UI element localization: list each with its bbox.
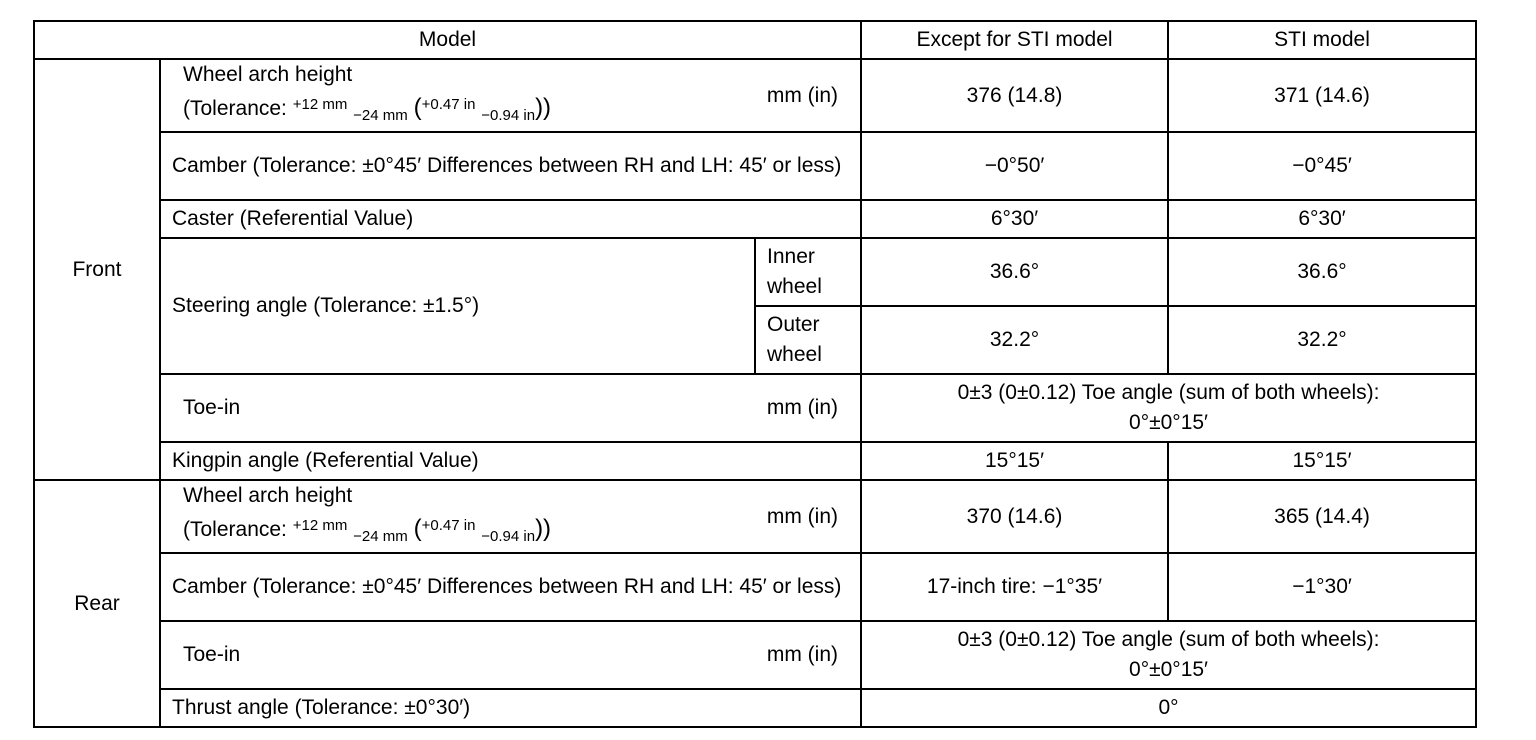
front-toe-in-value-line1: 0±3 (0±0.12) Toe angle (sum of both wheels): <box>957 381 1380 404</box>
front-toe-in-label <box>160 374 861 442</box>
front-kingpin-label: Kingpin angle (Referential Value) <box>160 442 861 480</box>
rear-thrust-row <box>34 689 1476 727</box>
front-steering-outer-sti: 32.2° <box>1168 306 1476 374</box>
front-caster-sti: 6°30′ <box>1168 200 1476 238</box>
rear-toe-in-value-line1: 0±3 (0±0.12) Toe angle (sum of both wheels): <box>957 628 1380 651</box>
rear-toe-in-title: Toe-in <box>183 643 241 666</box>
front-toe-in-title: Toe-in <box>183 396 241 419</box>
front-camber-row <box>34 132 1476 200</box>
rear-camber-row <box>34 553 1476 621</box>
rear-thrust-value: 0° <box>861 689 1476 727</box>
rear-wheel-arch-tolerance: (Tolerance: $^{+12 mm}$ $_{-24 mm}$ ($^{+0.47 in}$ $_{-0.94 in}$)) <box>183 515 552 545</box>
front-steering-inner-row <box>34 238 1476 306</box>
rear-toe-in-label <box>160 621 861 689</box>
rear-wheel-arch-label <box>160 480 861 553</box>
front-steering-label: Steering angle (Tolerance: ±1.5°) <box>160 238 755 374</box>
front-wheel-arch-label <box>160 59 861 132</box>
rear-wheel-arch-row <box>34 480 1476 553</box>
rear-camber-except: 17-inch tire: −1°35′ <box>861 553 1168 621</box>
front-steering-outer-label: Outer wheel <box>755 306 861 374</box>
front-toe-in-row <box>34 374 1476 442</box>
header-sti: STI model <box>1168 21 1476 59</box>
rear-thrust-label: Thrust angle (Tolerance: ±0°30′) <box>160 689 861 727</box>
front-kingpin-sti: 15°15′ <box>1168 442 1476 480</box>
front-steering-outer-except: 32.2° <box>861 306 1168 374</box>
front-wheel-arch-row <box>34 59 1476 132</box>
front-steering-inner-label: Inner wheel <box>755 238 861 306</box>
rear-camber-label: Camber (Tolerance: ±0°45′ Differences between RH and LH: 45′ or less) <box>160 553 861 621</box>
section-rear: Rear <box>34 480 160 727</box>
rear-toe-in-value-line2: 0°±0°15′ <box>1129 658 1208 681</box>
front-toe-in-value <box>861 374 1476 442</box>
rear-wheel-arch-title: Wheel arch height <box>183 484 353 507</box>
section-front: Front <box>34 59 160 480</box>
header-except-sti: Except for STI model <box>861 21 1168 59</box>
header-row <box>34 21 1476 59</box>
front-caster-row <box>34 200 1476 238</box>
header-model: Model <box>34 21 861 59</box>
rear-camber-sti: −1°30′ <box>1168 553 1476 621</box>
rear-toe-in-value <box>861 621 1476 689</box>
front-wheel-arch-title: Wheel arch height <box>183 63 353 86</box>
front-camber-except: −0°50′ <box>861 132 1168 200</box>
front-camber-label: Camber (Tolerance: ±0°45′ Differences between RH and LH: 45′ or less) <box>160 132 861 200</box>
rear-wheel-arch-sti: 365 (14.4) <box>1168 480 1476 553</box>
rear-toe-in-unit: mm (in) <box>766 643 839 666</box>
front-toe-in-value-line2: 0°±0°15′ <box>1129 411 1208 434</box>
front-camber-sti: −0°45′ <box>1168 132 1476 200</box>
rear-wheel-arch-except: 370 (14.6) <box>861 480 1168 553</box>
front-wheel-arch-unit: mm (in) <box>766 83 839 107</box>
front-caster-label: Caster (Referential Value) <box>160 200 861 238</box>
front-wheel-arch-sti: 371 (14.6) <box>1168 59 1476 132</box>
front-steering-inner-sti: 36.6° <box>1168 238 1476 306</box>
front-steering-inner-except: 36.6° <box>861 238 1168 306</box>
front-caster-except: 6°30′ <box>861 200 1168 238</box>
rear-wheel-arch-unit: mm (in) <box>766 504 839 528</box>
front-kingpin-row <box>34 442 1476 480</box>
front-kingpin-except: 15°15′ <box>861 442 1168 480</box>
alignment-spec-table <box>33 20 1477 728</box>
front-wheel-arch-tolerance: (Tolerance: $^{+12 mm}$ $_{-24 mm}$ ($^{+0.47 in}$ $_{-0.94 in}$)) <box>183 94 552 124</box>
front-wheel-arch-except: 376 (14.8) <box>861 59 1168 132</box>
rear-toe-in-row <box>34 621 1476 689</box>
front-toe-in-unit: mm (in) <box>766 396 839 419</box>
